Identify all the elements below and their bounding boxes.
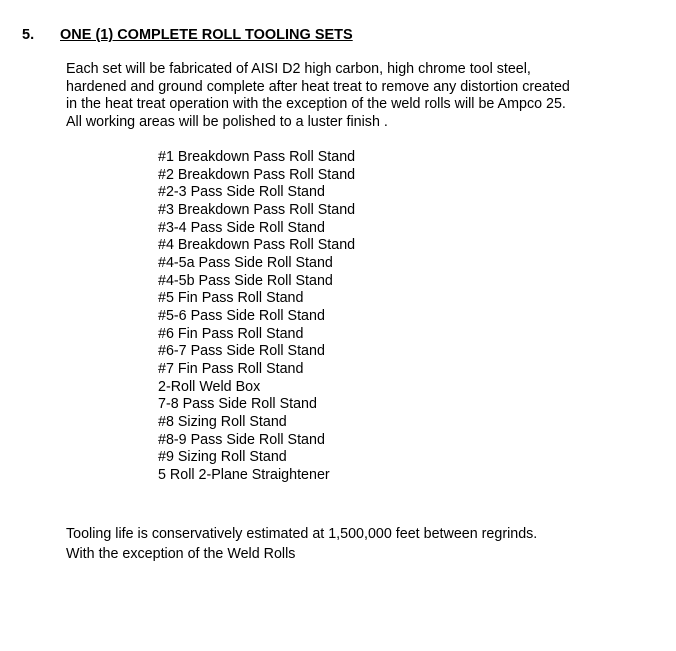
closing-line: With the exception of the Weld Rolls xyxy=(66,546,296,562)
roll-stand-item: #3 Breakdown Pass Roll Stand xyxy=(158,201,356,218)
roll-stand-item: 7-8 Pass Side Roll Stand xyxy=(158,396,317,413)
roll-stand-item: #6-7 Pass Side Roll Stand xyxy=(158,343,325,360)
roll-stand-item: #4 Breakdown Pass Roll Stand xyxy=(158,237,356,254)
intro-paragraph xyxy=(66,61,666,131)
section-title: ONE (1) COMPLETE ROLL TOOLING SETS xyxy=(60,27,353,43)
intro-line: Each set will be fabricated of AISI D2 high carbon, high chrome tool steel, xyxy=(66,61,531,77)
roll-stand-item: #1 Breakdown Pass Roll Stand xyxy=(158,149,356,165)
roll-stand-item: #2 Breakdown Pass Roll Stand xyxy=(158,166,356,183)
roll-stand-item: #5 Fin Pass Roll Stand xyxy=(158,290,304,307)
roll-stand-item: 2-Roll Weld Box xyxy=(158,378,261,395)
closing-line: Tooling life is conservatively estimated at 1,500,000 feet between regrinds. xyxy=(66,526,538,542)
roll-stand-item: #4-5b Pass Side Roll Stand xyxy=(158,272,333,289)
closing-paragraph xyxy=(66,524,537,564)
roll-stand-item: #6 Fin Pass Roll Stand xyxy=(158,325,304,342)
roll-stand-item: #7 Fin Pass Roll Stand xyxy=(158,360,304,377)
roll-stand-item: #2-3 Pass Side Roll Stand xyxy=(158,184,325,201)
roll-stand-item: #8 Sizing Roll Stand xyxy=(158,413,287,430)
section-number: 5. xyxy=(22,27,35,43)
roll-stand-item: #8-9 Pass Side Roll Stand xyxy=(158,431,325,448)
roll-stand-item: 5 Roll 2-Plane Straightener xyxy=(158,466,330,483)
roll-stand-item: #3-4 Pass Side Roll Stand xyxy=(158,219,325,236)
intro-line: hardened and ground complete after heat treat to remove any distortion created xyxy=(66,78,570,95)
intro-line: in the heat treat operation with the exception of the weld rolls will be Ampco 25. xyxy=(66,96,566,113)
roll-stand-list xyxy=(158,149,355,484)
intro-line: All working areas will be polished to a luster finish . xyxy=(66,113,388,130)
roll-stand-item: #9 Sizing Roll Stand xyxy=(158,449,287,466)
roll-stand-item: #5-6 Pass Side Roll Stand xyxy=(158,307,325,324)
roll-stand-item: #4-5a Pass Side Roll Stand xyxy=(158,254,333,271)
